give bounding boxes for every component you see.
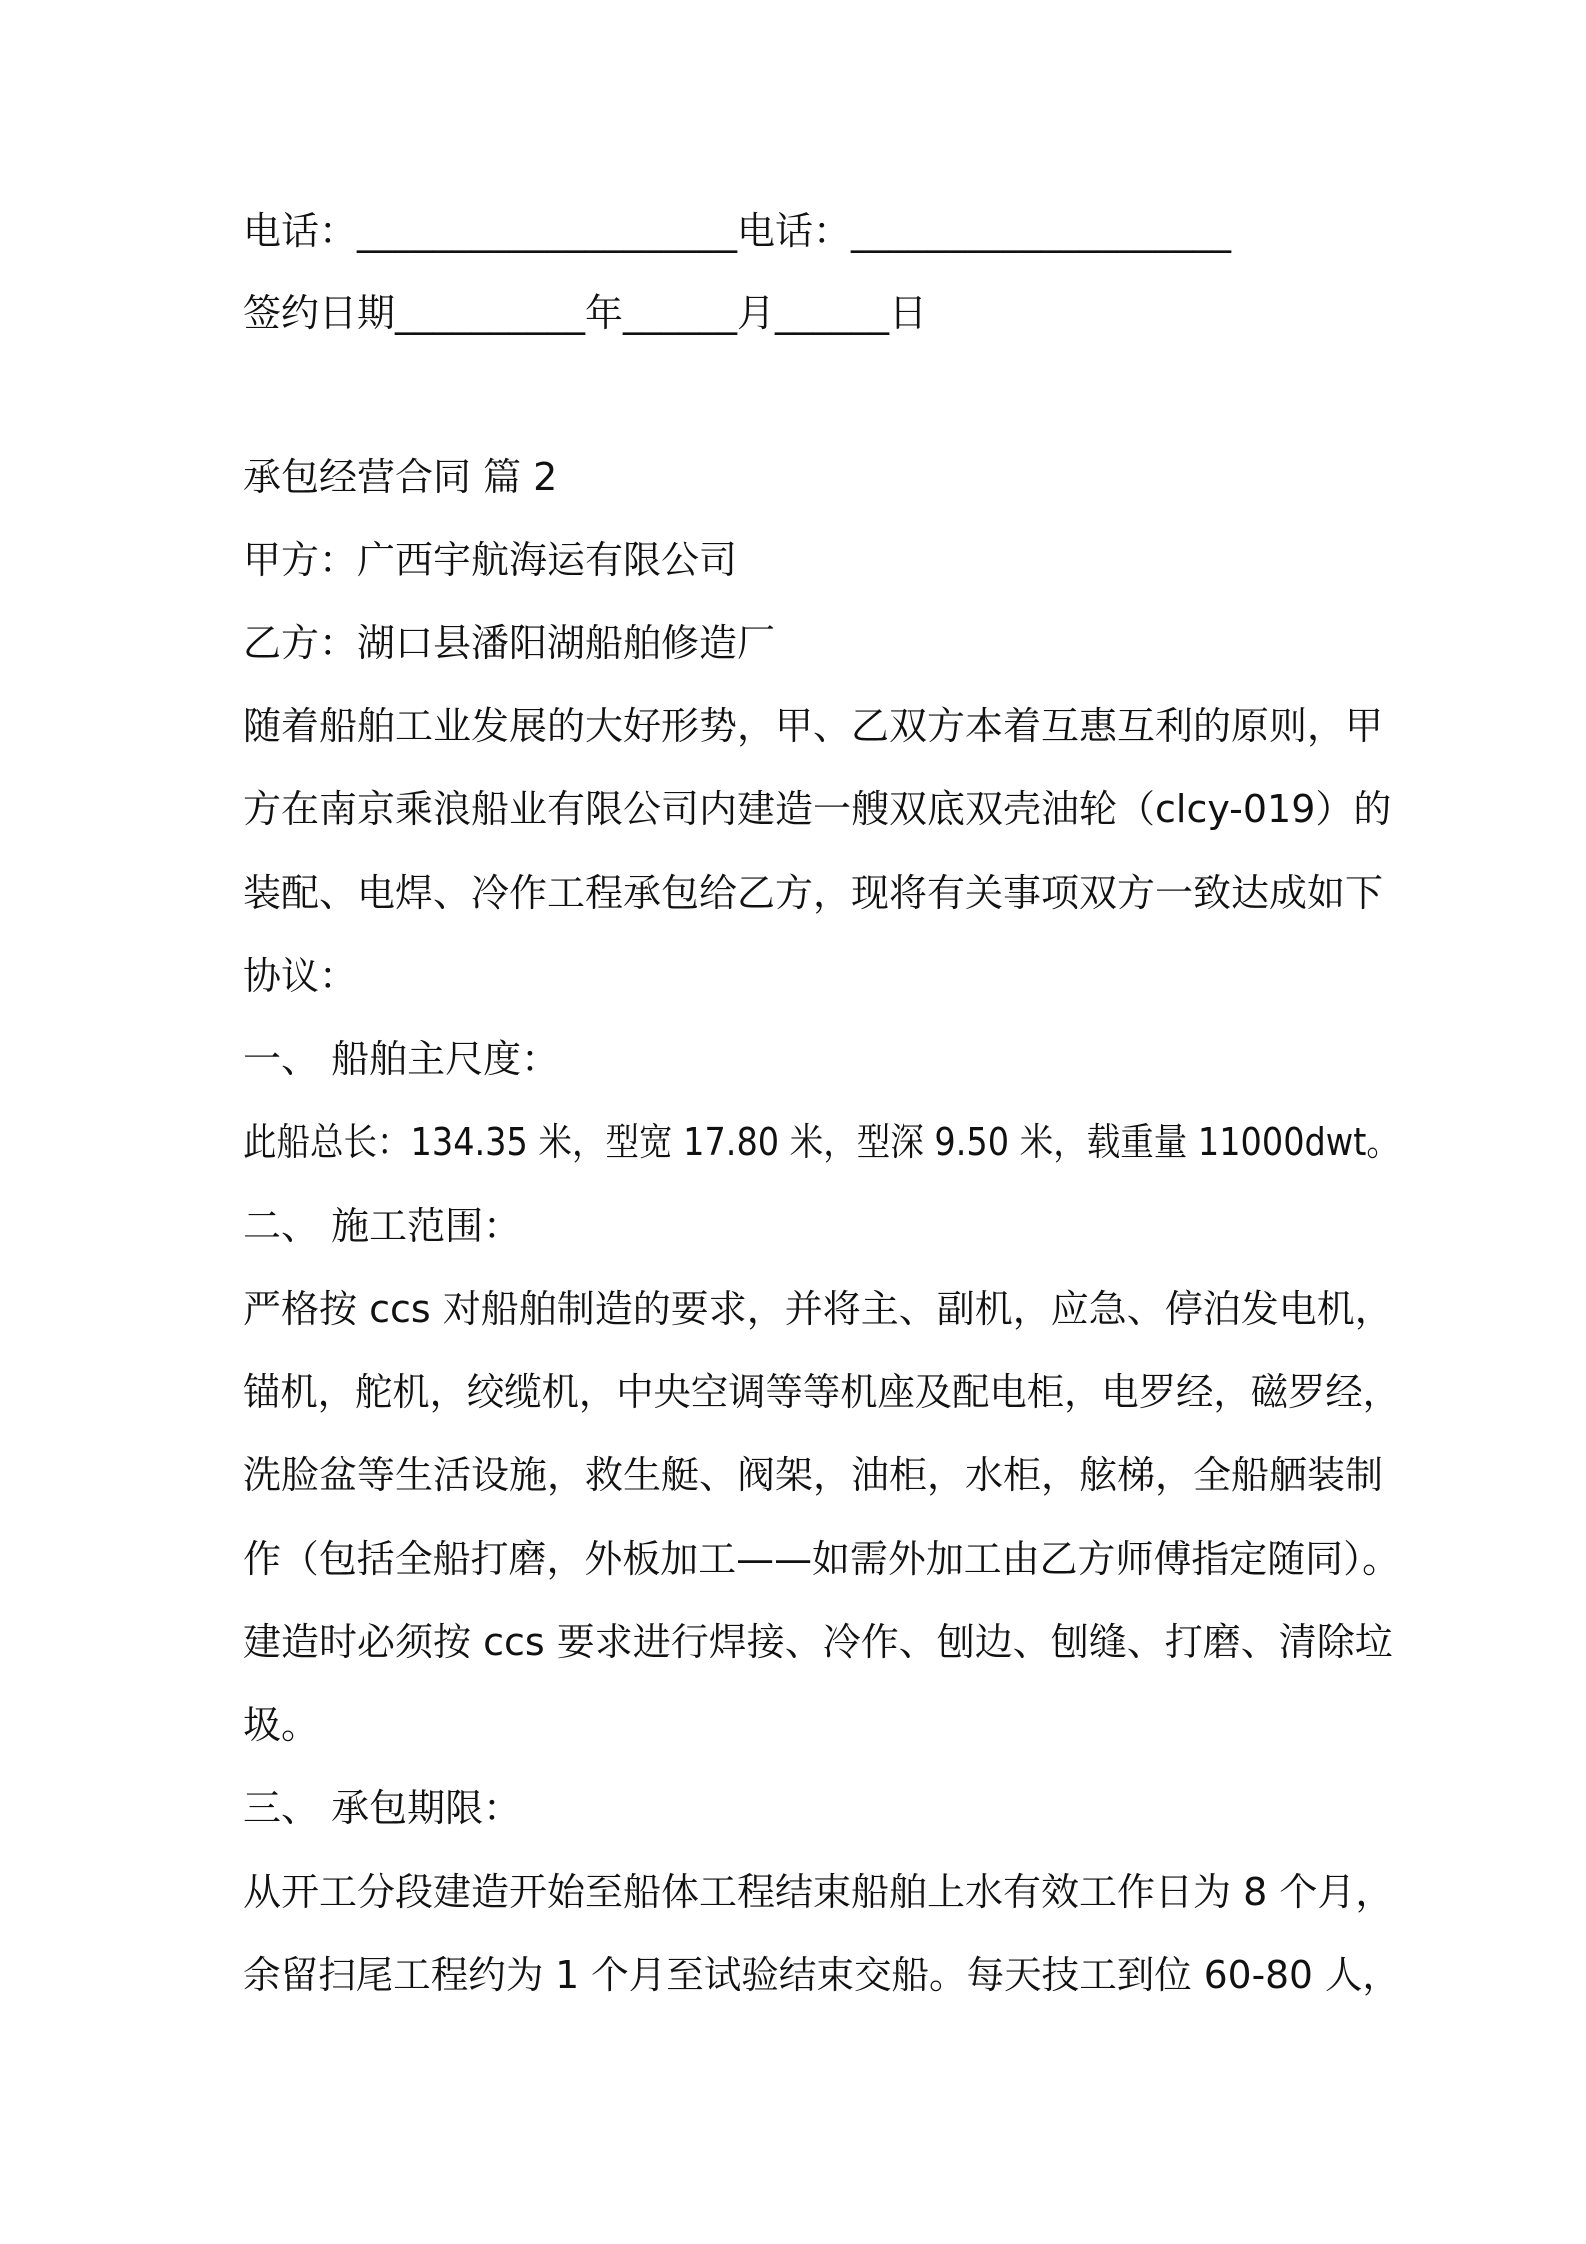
paragraph-line: 锚机，舵机，绞缆机，中央空调等等机座及配电柜，电罗经，磁罗经，	[243, 1370, 1401, 1414]
section-heading: 三、 承包期限：	[243, 1786, 522, 1830]
paragraph-line: 作（包括全船打磨，外板加工——如需外加工由乙方师傅指定随同）。	[243, 1537, 1401, 1581]
signing-date-line: 签约日期__________年______月______日	[243, 291, 928, 335]
paragraph-line: 随着船舶工业发展的大好形势，甲、乙双方本着互惠互利的原则，甲	[243, 704, 1384, 748]
party-b: 乙方：湖口县潘阳湖船舶修造厂	[243, 621, 776, 665]
paragraph-line: 从开工分段建造开始至船体工程结束船舶上水有效工作日为 8 个月，	[243, 1870, 1394, 1914]
paragraph-line: 协议：	[243, 954, 358, 998]
phone-line: 电话：____________________电话：____________________	[243, 209, 1232, 253]
paragraph-line: 圾。	[243, 1703, 320, 1747]
paragraph-line: 严格按 ccs 对船舶制造的要求，并将主、副机，应急、停泊发电机，	[243, 1287, 1393, 1331]
section-heading: 二、 施工范围：	[243, 1204, 522, 1248]
paragraph-line: 此船总长：134.35 米，型宽 17.80 米，型深 9.50 米，载重量 11000dwt。	[243, 1120, 1400, 1164]
section-heading: 一、 船舶主尺度：	[243, 1037, 560, 1081]
paragraph-line: 洗脸盆等生活设施，救生艇、阀架，油柜，水柜，舷梯，全船舾装制	[243, 1453, 1384, 1497]
paragraph-line: 方在南京乘浪船业有限公司内建造一艘双底双壳油轮（clcy-019）的	[243, 787, 1392, 831]
paragraph-line: 建造时必须按 ccs 要求进行焊接、冷作、刨边、刨缝、打磨、清除垃	[243, 1620, 1393, 1664]
paragraph-line: 余留扫尾工程约为 1 个月至试验结束交船。每天技工到位 60-80 人，	[243, 1953, 1400, 1997]
paragraph-line: 装配、电焊、冷作工程承包给乙方，现将有关事项双方一致达成如下	[243, 871, 1384, 915]
party-a: 甲方：广西宇航海运有限公司	[243, 538, 738, 582]
contract-title: 承包经营合同 篇 2	[243, 455, 558, 499]
